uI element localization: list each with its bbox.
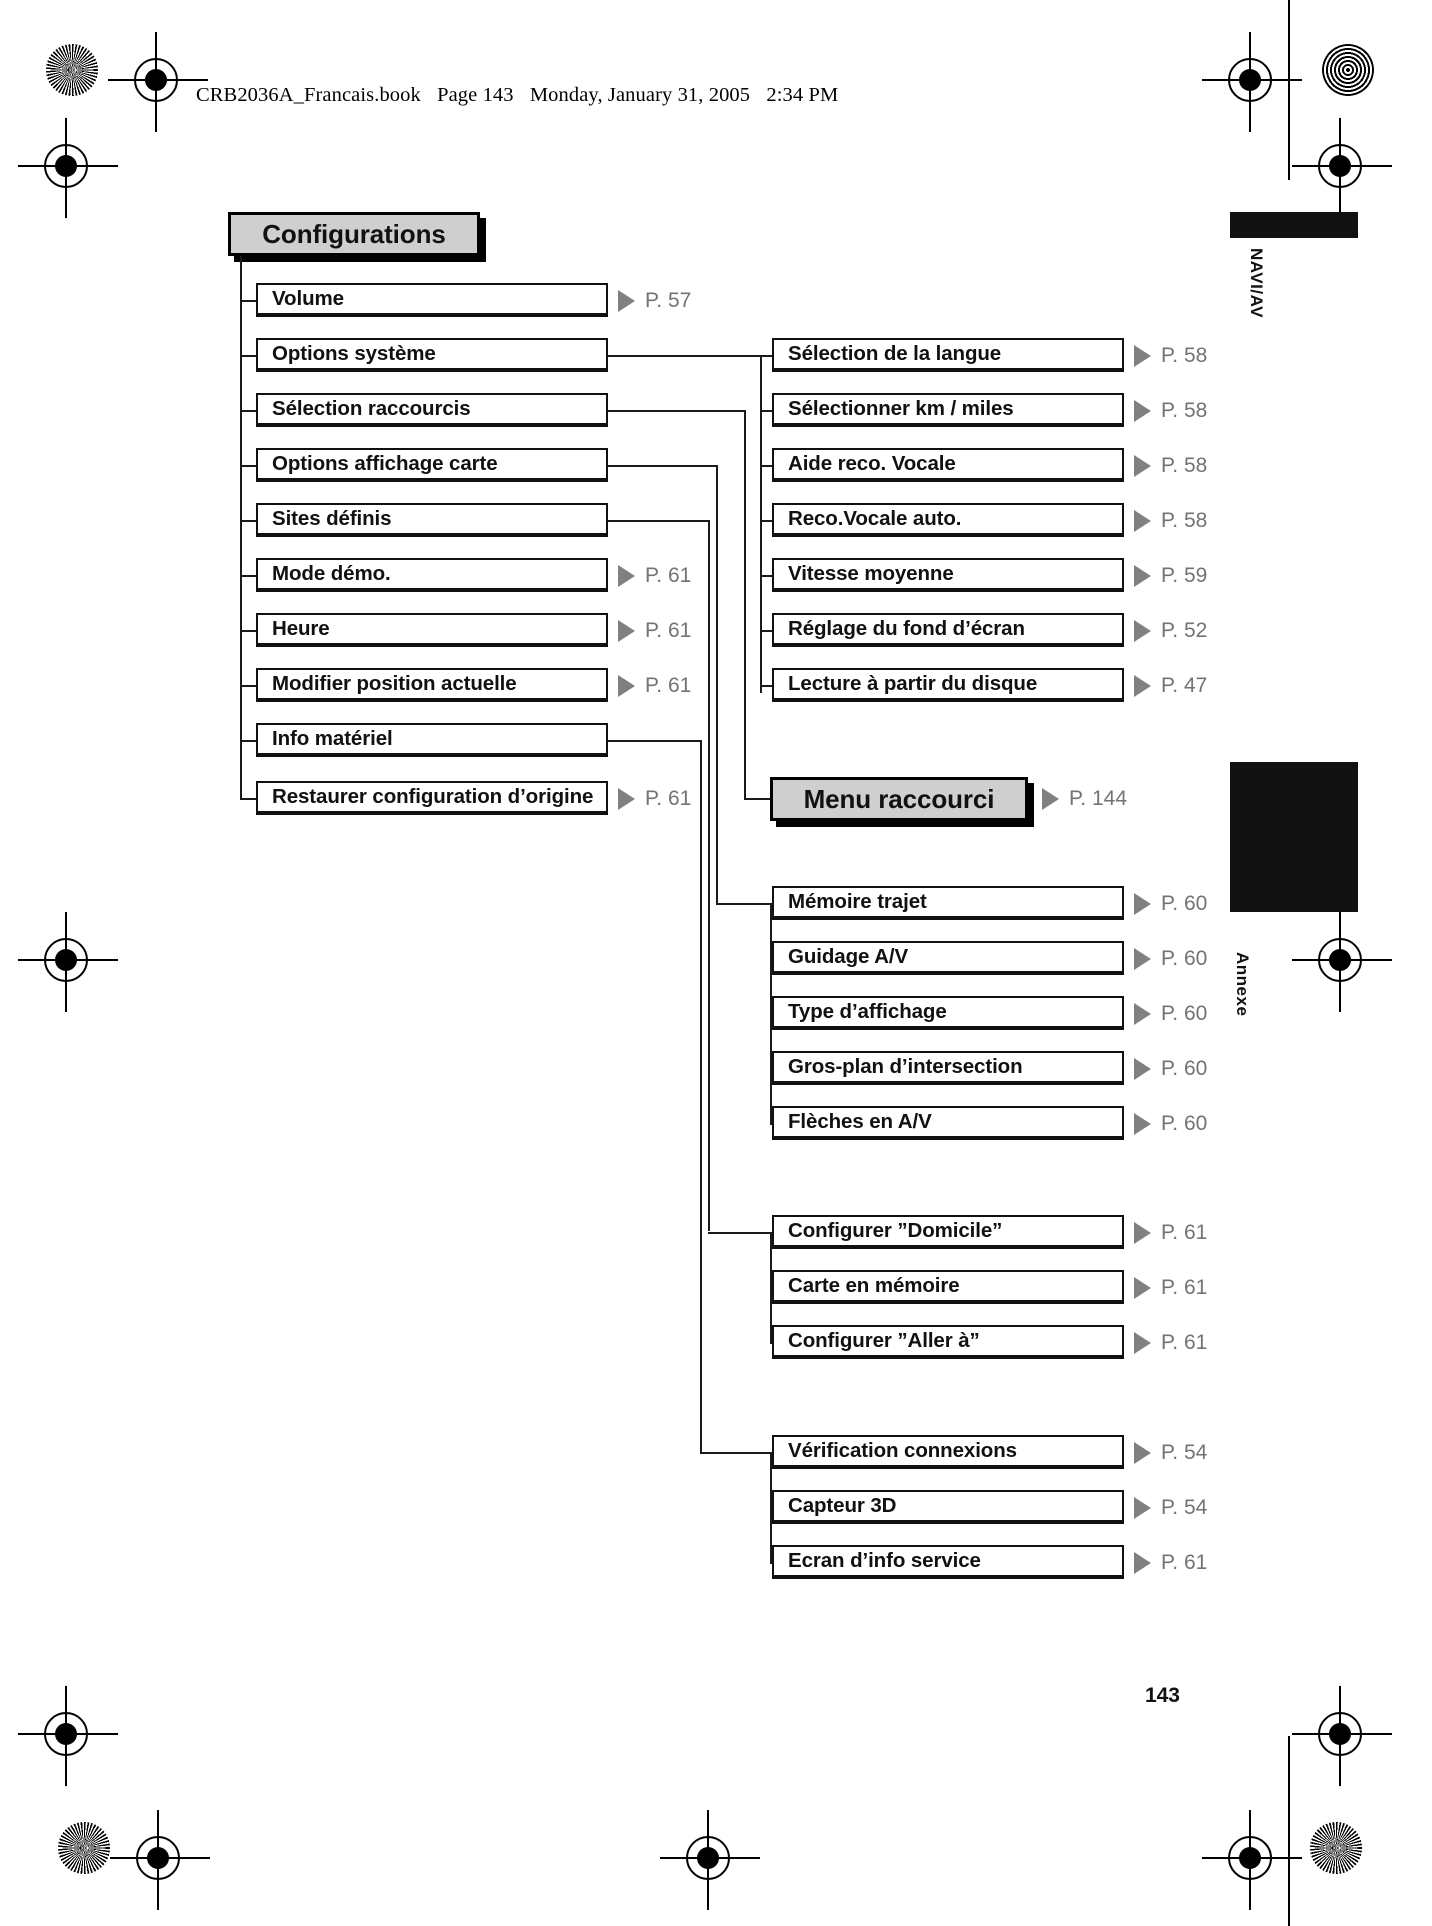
page-ref-configurer-aller-a[interactable]: [1134, 1331, 1207, 1355]
page-ref-text: P. 54: [1161, 1441, 1208, 1464]
node-capteur-3d[interactable]: [772, 1490, 1124, 1524]
connector-branch-affichage-into: [716, 903, 770, 905]
node-vitesse-moyenne[interactable]: [772, 558, 1124, 592]
connector-branch-info-into: [700, 1452, 770, 1454]
connector-branch-raccourcis-h: [608, 410, 746, 412]
triangle-icon: [1134, 1277, 1151, 1299]
triangle-icon: [618, 675, 635, 697]
page-ref-heure[interactable]: [618, 619, 691, 643]
node-label: Sélection de la langue: [788, 342, 1002, 365]
node-label: Reco.Vocale auto.: [788, 507, 962, 530]
page-ref-restaurer[interactable]: [618, 787, 691, 811]
page-ref-text: P. 52: [1161, 619, 1208, 642]
node-label: Capteur 3D: [788, 1494, 897, 1517]
page-ref-text: P. 61: [645, 787, 692, 810]
page-ref-gros-plan[interactable]: [1134, 1057, 1207, 1081]
triangle-icon: [618, 788, 635, 810]
page-ref-text: P. 61: [1161, 1221, 1208, 1244]
node-label: Modifier position actuelle: [272, 672, 517, 695]
node-label: Carte en mémoire: [788, 1274, 960, 1297]
page-ref-ecran-info-service[interactable]: [1134, 1551, 1207, 1575]
node-selectionner-km-miles[interactable]: [772, 393, 1124, 427]
node-label: Volume: [272, 287, 344, 310]
node-options-affichage-carte[interactable]: [256, 448, 608, 482]
node-reglage-fond-ecran[interactable]: [772, 613, 1124, 647]
node-label: Vitesse moyenne: [788, 562, 954, 585]
connector-stub: [240, 685, 256, 687]
node-type-daffichage[interactable]: [772, 996, 1124, 1030]
connector-branch-sites-into: [708, 1232, 770, 1234]
connector-stub: [240, 300, 256, 302]
page-ref-memoire-trajet[interactable]: [1134, 892, 1207, 916]
header-date: Monday, January 31, 2005: [529, 84, 751, 106]
triangle-icon: [618, 620, 635, 642]
page-ref-text: P. 58: [1161, 399, 1208, 422]
node-modifier-position-actuelle[interactable]: [256, 668, 608, 702]
triangle-icon: [1134, 1442, 1151, 1464]
node-lecture-a-partir-du-disque[interactable]: [772, 668, 1124, 702]
page-ref-lecture-disque[interactable]: [1134, 674, 1207, 698]
page-ref-guidage-av[interactable]: [1134, 947, 1207, 971]
page-ref-reglage-fond-ecran[interactable]: [1134, 619, 1207, 643]
node-label: Aide reco. Vocale: [788, 452, 956, 475]
triangle-icon: [1134, 345, 1151, 367]
page-ref-text: P. 58: [1161, 344, 1208, 367]
connector-branch-raccourcis-into: [744, 798, 770, 800]
side-tab-annexe: Annexe: [1233, 952, 1252, 1017]
connector-root-spine: [240, 256, 242, 800]
header-time: 2:34 PM: [766, 84, 839, 106]
page-ref-text: P. 61: [645, 674, 692, 697]
triangle-icon: [1134, 565, 1151, 587]
node-label: Vérification connexions: [788, 1439, 1017, 1462]
node-volume[interactable]: [256, 283, 608, 317]
page-ref-modifier-position[interactable]: [618, 674, 691, 698]
node-info-materiel[interactable]: [256, 723, 608, 757]
triangle-icon: [1134, 1113, 1151, 1135]
node-label: Type d’affichage: [788, 1000, 947, 1023]
node-reco-vocale-auto[interactable]: [772, 503, 1124, 537]
node-label: Info matériel: [272, 727, 393, 750]
connector-branch-raccourcis-v: [744, 410, 746, 800]
connector-stub: [240, 575, 256, 577]
triangle-icon: [1134, 1552, 1151, 1574]
node-configurer-domicile[interactable]: [772, 1215, 1124, 1249]
connector-branch-info-v: [700, 740, 702, 1452]
triangle-icon: [1134, 455, 1151, 477]
page-ref-volume[interactable]: [618, 289, 691, 313]
node-selection-raccourcis[interactable]: [256, 393, 608, 427]
page-ref-text: P. 60: [1161, 892, 1208, 915]
page-ref-fleches-av[interactable]: [1134, 1112, 1207, 1136]
node-heure[interactable]: [256, 613, 608, 647]
connector-branch-affichage-v: [716, 465, 718, 905]
triangle-icon: [1134, 400, 1151, 422]
node-label: Gros-plan d’intersection: [788, 1055, 1023, 1078]
triangle-icon: [1134, 1332, 1151, 1354]
node-label: Options affichage carte: [272, 452, 498, 475]
page-ref-text: P. 61: [1161, 1551, 1208, 1574]
node-carte-en-memoire[interactable]: [772, 1270, 1124, 1304]
page-ref-text: P. 58: [1161, 509, 1208, 532]
page-ref-text: P. 47: [1161, 674, 1208, 697]
page-ref-reco-vocale-auto[interactable]: [1134, 509, 1207, 533]
page-ref-capteur-3d[interactable]: [1134, 1496, 1207, 1520]
triangle-icon: [1134, 1058, 1151, 1080]
node-label: Heure: [272, 617, 330, 640]
node-options-systeme[interactable]: [256, 338, 608, 372]
node-label: Configurer ”Aller à”: [788, 1329, 980, 1352]
header-filename: CRB2036A_Francais.book: [196, 84, 421, 106]
triangle-icon: [1134, 1003, 1151, 1025]
connector-branch-info-h: [608, 740, 702, 742]
page-number: 143: [1144, 1684, 1180, 1707]
page-ref-selection-langue[interactable]: [1134, 344, 1207, 368]
page-ref-text: P. 61: [645, 564, 692, 587]
triangle-icon: [1134, 948, 1151, 970]
page-ref-km-miles[interactable]: [1134, 399, 1207, 423]
triangle-icon: [618, 290, 635, 312]
node-label: Ecran d’info service: [788, 1549, 981, 1572]
connector-branch-sites-v: [708, 520, 710, 1231]
page-ref-text: P. 61: [645, 619, 692, 642]
node-root-configurations[interactable]: [228, 212, 480, 256]
node-restaurer-configuration[interactable]: [256, 781, 608, 815]
page-ref-vitesse-moyenne[interactable]: [1134, 564, 1207, 588]
node-label: Réglage du fond d’écran: [788, 617, 1025, 640]
page-ref-verification-connexions[interactable]: [1134, 1441, 1207, 1465]
triangle-icon: [1134, 893, 1151, 915]
page-ref-text: P. 60: [1161, 1002, 1208, 1025]
node-label: Sites définis: [272, 507, 392, 530]
connector-branch-affichage-h: [608, 465, 718, 467]
node-label: Restaurer configuration d’origine: [272, 785, 594, 808]
connector-stub: [240, 740, 256, 742]
connector-stub: [240, 465, 256, 467]
node-configurer-aller-a[interactable]: [772, 1325, 1124, 1359]
node-menu-raccourci[interactable]: [770, 777, 1028, 821]
page-ref-text: P. 59: [1161, 564, 1208, 587]
node-mode-demo[interactable]: [256, 558, 608, 592]
page-ref-type-affichage[interactable]: [1134, 1002, 1207, 1026]
page-ref-text: P. 60: [1161, 947, 1208, 970]
node-fleches-en-av[interactable]: [772, 1106, 1124, 1140]
page-ref-aide-reco-vocale[interactable]: [1134, 454, 1207, 478]
page-ref-text: P. 57: [645, 289, 692, 312]
connector-stub: [240, 630, 256, 632]
connector-stub: [240, 355, 256, 357]
page-ref-carte-en-memoire[interactable]: [1134, 1276, 1207, 1300]
node-memoire-trajet[interactable]: [772, 886, 1124, 920]
page-ref-configurer-domicile[interactable]: [1134, 1221, 1207, 1245]
connector-stub: [240, 410, 256, 412]
triangle-icon: [1134, 1222, 1151, 1244]
page-ref-text: P. 54: [1161, 1496, 1208, 1519]
side-tab-navi-av: NAVI/AV: [1247, 248, 1266, 318]
node-label: Flèches en A/V: [788, 1110, 932, 1133]
node-selection-de-la-langue[interactable]: [772, 338, 1124, 372]
node-sites-definis[interactable]: [256, 503, 608, 537]
node-label: Sélection raccourcis: [272, 397, 471, 420]
node-aide-reco-vocale[interactable]: [772, 448, 1124, 482]
connector-branch-sites-h: [608, 520, 710, 522]
page-ref-text: P. 60: [1161, 1112, 1208, 1135]
node-verification-connexions[interactable]: [772, 1435, 1124, 1469]
node-label: Menu raccourci: [803, 783, 995, 814]
node-label: Mémoire trajet: [788, 890, 927, 913]
triangle-icon: [1134, 1497, 1151, 1519]
node-label: Configurations: [262, 218, 446, 249]
header-page: Page 143: [437, 84, 514, 106]
page-ref-text: P. 61: [1161, 1276, 1208, 1299]
page-ref-text: P. 144: [1069, 787, 1128, 810]
connector-stub: [240, 798, 256, 800]
page-ref-menu-raccourci[interactable]: [1042, 787, 1127, 811]
connector-stub: [240, 520, 256, 522]
node-label: Guidage A/V: [788, 945, 909, 968]
page-ref-text: P. 58: [1161, 454, 1208, 477]
page-ref-text: P. 61: [1161, 1331, 1208, 1354]
node-label: Mode démo.: [272, 562, 391, 585]
page-ref-mode-demo[interactable]: [618, 564, 691, 588]
triangle-icon: [1042, 788, 1059, 810]
page-ref-text: P. 60: [1161, 1057, 1208, 1080]
node-label: Options système: [272, 342, 436, 365]
connector-branch-options-systeme: [608, 355, 760, 357]
node-label: Configurer ”Domicile”: [788, 1219, 1003, 1242]
triangle-icon: [1134, 675, 1151, 697]
triangle-icon: [1134, 620, 1151, 642]
triangle-icon: [1134, 510, 1151, 532]
node-label: Lecture à partir du disque: [788, 672, 1038, 695]
node-ecran-info-service[interactable]: [772, 1545, 1124, 1579]
node-gros-plan-intersection[interactable]: [772, 1051, 1124, 1085]
triangle-icon: [618, 565, 635, 587]
node-guidage-av[interactable]: [772, 941, 1124, 975]
connector-group1-spine: [760, 355, 762, 693]
node-label: Sélectionner km / miles: [788, 397, 1014, 420]
